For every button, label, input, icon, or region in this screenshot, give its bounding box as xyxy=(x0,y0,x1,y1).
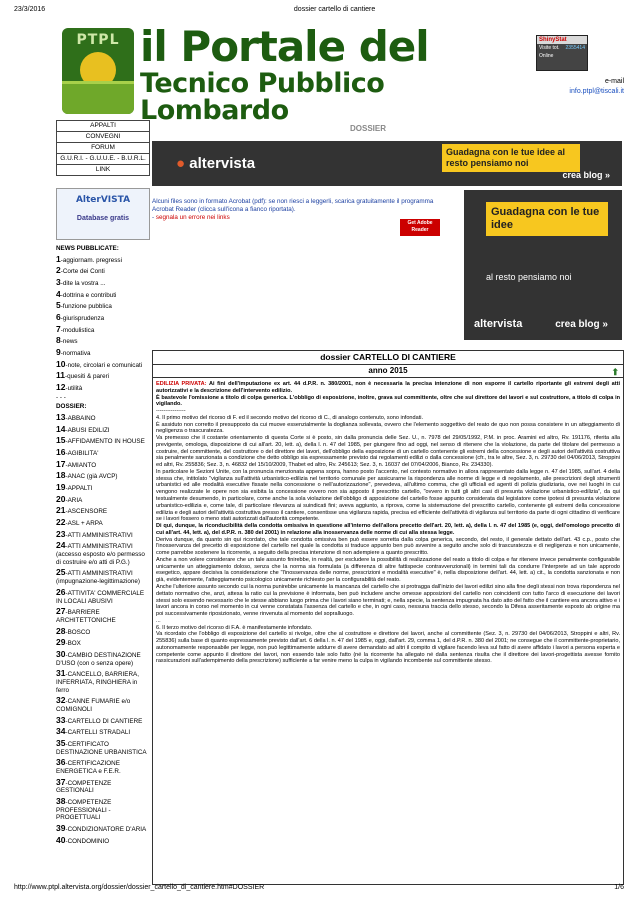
nav-appalti[interactable]: APPALTI xyxy=(57,121,149,132)
site-title xyxy=(140,22,490,126)
paragraph: Di qui, dunque, la riconducibilità della condotta omissiva in questione all'interno dell'allora precetto dell'art. 20, lett. a), della l. n. 47 del 1985 (e, oggi, dell'omologo precetto di cui all'art. 44, lett. a), del d.P.R. n. 380 del 2001) in relazione alla inosservanza delle norme di cui alla stessa legge. xyxy=(156,523,620,536)
sidebar-item-label: -Corte dei Conti xyxy=(60,268,105,276)
sidebar-item[interactable] xyxy=(56,757,148,775)
sidebar-item[interactable] xyxy=(56,265,148,276)
sidebar-item[interactable] xyxy=(56,637,148,648)
sidebar-item-label: -ATTI AMMINISTRATIVI xyxy=(65,531,133,539)
sidebar-item[interactable] xyxy=(56,649,148,667)
sidebar-item-number: 37 xyxy=(56,776,66,787)
sidebar-divider: - - - xyxy=(56,393,66,401)
side-ad-brand: altervista xyxy=(474,318,523,330)
get-adobe-reader-button[interactable]: Get Adobe Reader xyxy=(400,219,440,236)
sidebar-item-label: -ABBAINO xyxy=(65,415,96,423)
sidebar-item[interactable] xyxy=(56,347,148,358)
sidebar-item-label: -ARIA xyxy=(65,496,83,504)
ad-cta-button[interactable]: crea blog » xyxy=(562,170,610,180)
dossier-content xyxy=(152,350,624,885)
sidebar-item-number: 30 xyxy=(56,648,66,659)
sidebar-item[interactable] xyxy=(56,424,148,435)
sidebar-item-number: 1 xyxy=(56,253,61,264)
sidebar-item-number: 32 xyxy=(56,695,66,706)
sidebar-item[interactable] xyxy=(56,370,148,381)
sidebar-item-number: 16 xyxy=(56,447,66,458)
year-label: anno 2015 xyxy=(368,366,408,375)
sidebar-item[interactable] xyxy=(56,277,148,288)
print-date: 23/3/2016 xyxy=(14,6,46,13)
counter-brand: ShinyStat xyxy=(537,36,587,44)
sidebar-item-number: 5 xyxy=(56,300,61,311)
sidebar-item-label: -AGIBILITA' xyxy=(65,450,99,458)
sidebar-item-number: 3 xyxy=(56,277,61,288)
paragraph: Va premesso che il costante orientamento di questa Corte si è posto, sin dalla pronuncia delle Sez. U., n. 7978 del 29/05/1992, P.M. in proc. Aramini ed altro, Rv. 191176, riferita alla previgente, omologa, disposizione di cui all'art. 20, lett. a), della l. n. 47 del 1985, per giungere fino ad oggi, nel senso di ritenere che la violazione, da parte del titolare del permesso a costruire, del committente, del costruttore o del direttore dei lavori, dell'obbligo della esposizione di un cartello contenente gli estremi della concessione e degli autori dell'attività costruttiva sia penalmente sanzionata a condizione che detto obbligo sia espressamente previsto dai regolamenti edilizi o dalla concessione (cfr., tra le altre, Sez. 3, n. 29730 del 04/06/2013, Stroppini ed altri, Rv. 255836; Sez. 3, n. 46832 del 15/10/2009, Thabet ed altro, Rv. 245613; Sez. 3, n. 16037 del 07/04/2006, Bianco, Rv. 234330). xyxy=(156,435,620,469)
sidebar-item-number: 7 xyxy=(56,323,61,334)
separator: ---------------- xyxy=(156,408,186,415)
email-label: e-mail xyxy=(604,78,624,85)
sidebar-item-number: 12 xyxy=(56,382,66,393)
sidebar-item-label: -dite la vostra ... xyxy=(60,280,106,288)
sidebar-item-label: -aggiornam. pregressi xyxy=(60,256,122,264)
sidebar-item[interactable] xyxy=(56,324,148,335)
sidebar-item[interactable] xyxy=(56,587,148,605)
sidebar-item[interactable] xyxy=(56,606,148,624)
page-url[interactable]: http://www.ptpl.altervista.org/dossier/dossier_cartello_di_cantiere.htm#DOSSIER xyxy=(14,884,265,891)
dossier-heading: DOSSIER: xyxy=(56,403,87,411)
sidebar-item-number: 36 xyxy=(56,757,66,768)
print-header xyxy=(14,6,624,13)
sidebar-item-label: -dottrina e contributi xyxy=(60,291,117,299)
sidebar-item[interactable] xyxy=(56,447,148,458)
paragraph: 4. Il primo motivo del ricorso di F. ed il secondo motivo del ricorso di C., di analogo contenuto, sono infondati. xyxy=(156,414,424,421)
sidebar-item-label: -CARTELLI STRADALI xyxy=(65,729,131,737)
sidebar-item-label: -ABUSI EDILIZI xyxy=(65,426,110,434)
sidebar-item-label: -BOSCO xyxy=(65,628,91,636)
sidebar-item-number: 23 xyxy=(56,528,66,539)
paragraph: 6. Il terzo motivo del ricorso di F.A. è manifestamente infondato. xyxy=(156,624,313,631)
sidebar-item-number: 31 xyxy=(56,668,66,679)
sidebar-item[interactable] xyxy=(56,529,148,540)
sidebar-item-label: -ATTI AMMINISTRATIVI (impugnazione-legittimazione) xyxy=(56,570,140,586)
sidebar-item-label: -normativa xyxy=(60,350,91,358)
sidebar-item-label: -utilità xyxy=(65,385,83,393)
sidebar-item[interactable] xyxy=(56,459,148,470)
ad-banner-top[interactable] xyxy=(152,141,622,186)
sidebar-item-number: 20 xyxy=(56,493,66,504)
sidebar-item-label: -modulistica xyxy=(60,326,95,334)
field-icon xyxy=(62,81,134,114)
sidebar-item-number: 29 xyxy=(56,637,66,648)
sidebar-item-number: 19 xyxy=(56,482,66,493)
paragraph: Anche a non volere considerare che un tale assunto finirebbe, in realtà, per escludere la possibilità di realizzazione del reato a titolo di colpa e far ritenere invece penalmente configurabile unicamente un atteggiamento doloso, senza che la norma sia formulata (a differenza di altre fattispecie contravvenzionali) in termini tali da condurre l'interprete ad un tale approdo esegetico, appare decisiva la considerazione che "l'inosservanza delle norme, prescrizioni e modalità esecutive" è, nella disposizione dell'art. 44, lett. a) cit., la condotta sanzionata e non già, evidentemente, l'atteggiamento psicologico unicamente richiesto per la configurabilità del reato. xyxy=(156,556,620,584)
sidebar-item-label: -CARTELLO DI CANTIERE xyxy=(65,717,143,725)
sidebar-item[interactable] xyxy=(56,382,148,393)
sidebar-item-label: -quesiti & pareri xyxy=(65,373,110,381)
sidebar-item-label: -ANAC (già AVCP) xyxy=(65,473,118,481)
sidebar-item-number: 10 xyxy=(56,358,66,369)
sidebar-item-number: 40 xyxy=(56,834,66,845)
sidebar-item[interactable] xyxy=(56,335,148,346)
sidebar-item[interactable] xyxy=(56,835,148,846)
sidebar-item[interactable] xyxy=(56,626,148,637)
side-ad-slogan: Guadagna con le tue idee xyxy=(486,202,608,236)
sidebar-item-label: -ASCENSORE xyxy=(65,508,108,516)
sidebar-item-number: 15 xyxy=(56,435,66,446)
sidebar-item[interactable] xyxy=(56,289,148,300)
sidebar-item-label: -AMIANTO xyxy=(65,461,97,469)
sidebar-item-number: 21 xyxy=(56,505,66,516)
report-broken-link[interactable]: segnala un errore nei links xyxy=(155,214,230,222)
sidebar-item-number: 8 xyxy=(56,335,61,346)
nav-link[interactable]: LINK xyxy=(95,166,111,173)
sidebar-item-label: -ASL + ARPA xyxy=(65,520,103,528)
sidebar-item-number: 22 xyxy=(56,517,66,528)
sidebar-item-number: 26 xyxy=(56,586,66,597)
sidebar-item-label: -CANCELLO, BARRIERA, INFERRIATA, RINGHIERA in ferro xyxy=(56,671,139,694)
sidebar-item-label: -APPALTI xyxy=(65,485,93,493)
sidebar-item-number: 13 xyxy=(56,412,66,423)
sidebar-item[interactable] xyxy=(56,482,148,493)
sidebar-item-label: -ATTI AMMINISTRATIVI (accesso esposto e/o permesso di costruire e/o atti di P.G.) xyxy=(56,543,145,566)
site-title-line2: Tecnico Pubblico Lombardo xyxy=(140,68,385,126)
sidebar-item-label: -BOX xyxy=(65,640,81,648)
dossier-title: dossier CARTELLO DI CANTIERE xyxy=(153,351,623,365)
sidebar-item-number: 33 xyxy=(56,714,66,725)
ad-slogan: Guadagna con le tue idee al resto pensiamo noi xyxy=(442,144,580,172)
paragraph: Deriva dunque, da quanto sin qui ricordato, che tale condotta omissiva ben può essere sorretta dalla colpa generica, secondo, del resto, il generale dettato dell'art. 43 c.p., posto che l'inosservanza del precetto di esposizione del cartello nel quale la condotta si traduce appunto ben può avvenire a seguito anche solo di trascuratezza e di negligenza e non unicamente, come parrebbe sostenere la ricorrente, a seguito della precisa intenzione di non adempiere a quanto prescritto. xyxy=(156,536,620,557)
ptpl-logo[interactable] xyxy=(62,28,134,114)
page-number: 1/6 xyxy=(614,884,624,891)
sidebar-item-label: -BARRIERE ARCHITETTONICHE xyxy=(56,609,116,624)
acrobat-info-text: Alcuni files sono in formato Acrobat (pdf): se non riesci a leggerli, scarica gratuitamente il programma Acrobat Reader (clicca sull'icona a fianco riportata). xyxy=(152,198,434,214)
news-heading: NEWS PUBBLICATE: xyxy=(56,245,119,252)
sidebar-item[interactable] xyxy=(56,435,148,446)
sidebar xyxy=(56,243,148,846)
ad-brand xyxy=(176,155,255,172)
sidebar-item-number: 24 xyxy=(56,540,66,551)
sidebar-item-number: 35 xyxy=(56,737,66,748)
sidebar-item-number: 14 xyxy=(56,423,66,434)
sidebar-item-number: 17 xyxy=(56,458,66,469)
ad-banner-side[interactable] xyxy=(464,190,622,340)
sidebar-item-number: 34 xyxy=(56,726,66,737)
paragraph: È assiduto non corretto il presupposto da cui muove essenzialmente la doglianza sollevata, ovvero che l'elemento soggettivo del reato de quo non possa consistere in un atteggiamento di negligenza o trascuratezza. xyxy=(156,421,620,435)
nav-convegni[interactable]: CONVEGNI xyxy=(57,132,149,143)
sidebar-item-label: -AFFIDAMENTO IN HOUSE xyxy=(65,438,145,446)
print-footer xyxy=(14,884,624,891)
sidebar-item[interactable] xyxy=(56,823,148,834)
year-header xyxy=(153,365,623,378)
sidebar-item[interactable] xyxy=(56,567,148,585)
sidebar-item-label: -note, circolari e comunicati xyxy=(65,361,143,369)
altervista-database-badge[interactable] xyxy=(56,188,150,240)
sidebar-item[interactable] xyxy=(56,695,148,713)
sidebar-item-number: 38 xyxy=(56,795,66,806)
paragraph: Anche l'ulteriore assunto secondo cui la norma punirebbe unicamente la mancanza del cartello che si protragga dall'inizio dei lavori edilizi sino alla fine degli stessi non trova rispondenza nel dettato normativo che, anzi, attesa la ratio cui la previsione è informata, ben può includere anche omesse apposizioni del cartello non coincidenti con tutto l'arco di esecuzione dei lavori stessi solo essendo necessario che le stesse abbiano luogo prima che i lavori siano terminati; e, nella specie, la sentenza impugnata ha dato atto del fatto che il cantiere era ancora attivo e i lavori ancora in corso nel momento in cui venne constatata l'assenza del cartello e che, in ogni caso, nessuna traccia dello stesso, secondo la Difesa asseritamente esposto ab origine ma poi successivamente riposizionato, venne rinvenuta al momento del sopralluogo. xyxy=(156,583,620,618)
article-body xyxy=(153,378,623,668)
sidebar-item-label: -CERTIFICAZIONE ENERGETICA e F.E.R. xyxy=(56,760,121,775)
sidebar-item[interactable] xyxy=(56,359,148,370)
sidebar-item[interactable] xyxy=(56,540,148,566)
ad-brand-text: altervista xyxy=(189,155,256,172)
sidebar-item[interactable] xyxy=(56,300,148,311)
logo-abbr: PTPL xyxy=(76,32,120,48)
sidebar-item-number: 9 xyxy=(56,347,61,358)
info-bullet: - xyxy=(152,214,155,222)
sidebar-item[interactable] xyxy=(56,517,148,528)
sidebar-item[interactable] xyxy=(56,777,148,795)
sidebar-item[interactable] xyxy=(56,668,148,694)
paragraph: Va ricordato che l'obbligo di esposizione del cartello si rivolge, oltre che al costruttore e direttore dei lavori, anche al committente (Sez. 3, n. 29730 del 04/06/2013, Stroppini e altri, Rv. 255836) sulla base di quanto espressamente previsto dall'art. 6 della l. n. 47 del 1985 e, oggi, dall'art. 29, comma 1, del d.P.R. n. 380 del 2001; ne consegue che il committente-proprietario, autonomamente responsabile per legge, non può legittimamente addurre di avere demandato ad altri il compito di vigilare facendo leva sul fatto di avere affidato i lavori a persona esperta e competente come appunto il direttore dei lavori, non essendo tale solo fatto (né la ricorrente ha allegato né dalla sentenza risulta che il direttore dei lavori-progettista avesse fornito rassicurazioni sull'adempimento della prescrizione) sufficiente a far venire meno la culpa in vigilando incombente sul committente stesso. xyxy=(156,631,620,665)
contact xyxy=(569,77,624,97)
article-lead xyxy=(156,381,620,395)
sidebar-item[interactable] xyxy=(56,505,148,516)
sidebar-item-label: -giurisprudenza xyxy=(60,315,105,323)
sidebar-item-number: 25 xyxy=(56,567,66,578)
counter-value-visits: 2355414 xyxy=(565,45,585,51)
sidebar-item-label: -CERTIFICATO DESTINAZIONE URBANISTICA xyxy=(56,740,147,756)
counter-label-visits: Visite tot. xyxy=(539,45,560,51)
sidebar-item-label: -news xyxy=(60,338,78,346)
sidebar-item[interactable] xyxy=(56,412,148,423)
sidebar-item-label: -CONDIZIONATORE D'ARIA xyxy=(65,825,147,833)
sidebar-item[interactable] xyxy=(56,470,148,481)
sidebar-item-label: -COMPETENZE PROFESSIONALI - PROGETTUALI xyxy=(56,798,112,822)
sidebar-item[interactable] xyxy=(56,796,148,822)
site-title-line1: il Portale del xyxy=(140,22,429,71)
sidebar-item[interactable] xyxy=(56,312,148,323)
sidebar-item-number: 6 xyxy=(56,312,61,323)
badge-title: AlterVISTA xyxy=(75,195,131,205)
top-nav xyxy=(56,120,150,176)
sidebar-item-label: -CONDOMINIO xyxy=(65,837,110,845)
sidebar-item-number: 18 xyxy=(56,470,66,481)
visit-counter[interactable] xyxy=(536,35,588,71)
nav-guri[interactable]: G.U.R.I. - G.U.U.E. - B.U.R.L. xyxy=(57,154,149,165)
side-ad-sub: al resto pensiamo noi xyxy=(486,272,572,282)
nav-forum[interactable]: FORUM xyxy=(57,143,149,154)
sidebar-item[interactable] xyxy=(56,494,148,505)
sidebar-item-label: -funzione pubblica xyxy=(60,303,112,311)
topic-tag: EDILIZIA PRIVATA: xyxy=(156,381,207,387)
lead-text: Ai fini dell'imputazione ex art. 44 d.P.R. n. 380/2001, non è necessaria la precisa intenzione di non esporre il cartello riportante gli estremi degli atti autorizzativi e la descrizione dell'intervento edilizio. xyxy=(156,381,620,394)
sidebar-item-label: -COMPETENZE GESTIONALI xyxy=(56,779,112,795)
print-title: dossier cartello di cantiere xyxy=(293,6,376,13)
email-link[interactable]: info.ptpl@tiscali.it xyxy=(569,87,624,95)
sidebar-item-label: -CANNE FUMARIE e/o COMIGNOLI xyxy=(56,698,131,713)
sidebar-item[interactable] xyxy=(56,254,148,265)
sidebar-item[interactable] xyxy=(56,738,148,756)
side-ad-cta-button[interactable]: crea blog » xyxy=(555,319,608,330)
ellipsis: ... xyxy=(156,617,161,624)
sidebar-item-label: -ATTIVITA' COMMERCIALE IN LOCALI ABUSIVI xyxy=(56,589,145,605)
sidebar-item-number: 27 xyxy=(56,606,66,617)
sidebar-item-number: 2 xyxy=(56,265,61,276)
page-section-title: DOSSIER xyxy=(350,124,387,133)
sidebar-item[interactable] xyxy=(56,715,148,726)
brand-dot-icon: ● xyxy=(176,155,190,172)
sidebar-item-number: 4 xyxy=(56,288,61,299)
counter-label-online: Online xyxy=(539,53,554,59)
sidebar-item[interactable] xyxy=(56,726,148,737)
sidebar-item-label: -CAMBIO DESTINAZIONE D'USO (con o senza opere) xyxy=(56,651,141,667)
paragraph: In particolare le Sezioni Unite, con la pronuncia menzionata appena sopra, hanno posto l'accento, nel contesto normativo in allora rappresentato dalla legge n. 47 del 1985, sull'art. 4 della stessa che, intitolato "vigilanza sull'attività urbanistico-edilizia nel territorio comunale per assicurarne la rispondenza alle norme di legge e di regolamento, alle prescrizioni degli strumenti urbanistici ed alle modalità esecutive fissate nella concessione o nell'autorizzazione", prevedeva, all'ultimo comma, che gli ufficiali ed agenti di polizia giudiziaria, ove nei luoghi in cui vengono realizzate le opere non sia esibita la concessione ovvero non sia apposto il prescritto cartello, "ovvero in tutti gli altri casi di presunta violazione urbanistico-edilizia", da qui testualmente desumendo, in particolare, come anche la sola violazione dell'obbligo di apposizione del cartello fosse appunto considerata dal legislatore come ipotesi di presunta violazione urbanistico-edilizia e, come tale, di particolare rilevanza ai suindicati fini; aveva aggiunto, a riprova, come la sistemazione del prescritto cartello, contenente gli estremi della concessione edilizia e degli autori dell'attività costruttiva presso il cantiere, consentisse una vigilanza rapida, precisa ed efficiente dell'attività di vigilanza sul territorio da parte di ogni cittadino di verificare se i lavori fossero o meno stati autorizzati dall'autorità competente. xyxy=(156,468,620,523)
sidebar-item-number: 28 xyxy=(56,625,66,636)
sidebar-item-number: 11 xyxy=(56,370,65,381)
back-to-top-icon[interactable]: ⬆ xyxy=(611,367,619,377)
sidebar-item-number: 39 xyxy=(56,822,66,833)
paragraph: È bastevole l'omissione a titolo di colpa generica. L'obbligo di esposizione, inoltre, grava sul committente, oltre che sul direttore dei lavori e sul costruttore, a titolo di colpa in vigilando. xyxy=(156,394,620,408)
badge-subtitle: Database gratis xyxy=(76,215,130,222)
